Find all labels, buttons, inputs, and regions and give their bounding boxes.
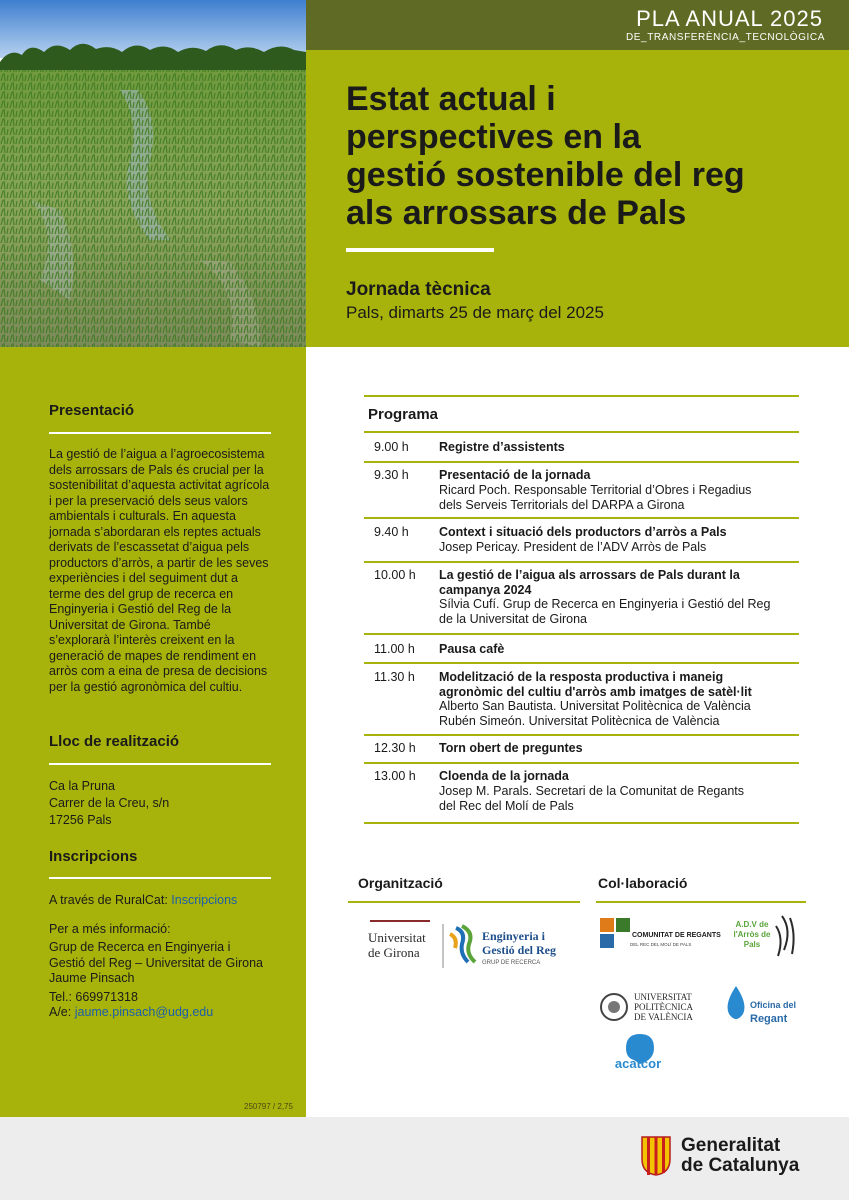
- generalitat-emblem-art: [640, 1133, 672, 1177]
- program-time: 9.30 h: [374, 468, 409, 482]
- egr-subtitle: GRUP DE RECERCA: [482, 960, 541, 966]
- program-title: Pausa cafè: [439, 642, 505, 656]
- udg-egr-logo-art: [348, 910, 580, 978]
- collaboracio-logos: [596, 910, 806, 1070]
- program-desc: Rubén Simeón. Universitat Politècnica de València: [439, 714, 720, 728]
- regants-subtitle: DEL REC DEL MOLÍ DE PALS: [630, 942, 692, 947]
- program-desc: de la Universitat de Girona: [439, 612, 587, 626]
- organitzacio-logos: [348, 910, 580, 978]
- address-line: Ca la Pruna: [49, 779, 116, 793]
- oficina-drop: [728, 986, 745, 1019]
- program-title: La gestió de l’aigua als arrossars de Pals durant la campanya 2024: [439, 568, 740, 597]
- generalitat-line: Generalitat: [681, 1135, 781, 1156]
- lloc-address: [49, 778, 273, 829]
- adv-name-line-3: Pals: [743, 940, 761, 949]
- inscripcions-line: [49, 893, 273, 909]
- programa-divider: [364, 762, 799, 764]
- contact-email-line: [49, 1005, 273, 1021]
- inscripcions-prefix: A través de RuralCat:: [49, 893, 172, 907]
- upv-name-line-3: DE VALÈNCIA: [634, 1012, 693, 1022]
- program-time: 11.30 h: [374, 670, 415, 684]
- program-time: 12.30 h: [374, 741, 416, 755]
- inscripcions-heading: Inscripcions: [49, 848, 138, 865]
- generalitat-line: de Catalunya: [681, 1155, 800, 1176]
- programa-divider: [364, 517, 799, 519]
- title-line: als arrossars de Pals: [346, 194, 687, 232]
- collaboracio-heading: Col·laboració: [598, 875, 688, 891]
- adv-name-line-1: A.D.V de: [735, 920, 769, 929]
- lloc-divider: [49, 763, 271, 765]
- program-desc: dels Serveis Territorials del DARPA a Girona: [439, 498, 685, 512]
- upv-name-line-1: UNIVERSITAT: [634, 992, 692, 1002]
- regants-name: COMUNITAT DE REGANTS: [632, 932, 721, 939]
- egr-wave-blue: [456, 928, 468, 962]
- presentacio-divider: [49, 432, 271, 434]
- inscripcions-divider: [49, 877, 271, 879]
- email-link[interactable]: jaume.pinsach@udg.edu: [74, 1005, 214, 1019]
- programa-heading: Programa: [368, 406, 439, 423]
- event-date: Pals, dimarts 25 de març del 2025: [346, 303, 604, 322]
- title-line: gestió sostenible del reg: [346, 156, 745, 194]
- udg-name-line-1: Universitat: [368, 930, 426, 945]
- udg-name-line-2: de Girona: [368, 945, 420, 960]
- info-contact: [49, 940, 273, 987]
- info-line: Grup de Recerca en Enginyeria i: [49, 940, 231, 954]
- program-time: 10.00 h: [374, 568, 416, 582]
- rice-field-image: [0, 0, 306, 347]
- lloc-heading: Lloc de realització: [49, 733, 180, 750]
- title-line: Estat actual i: [346, 80, 556, 118]
- regants-square-green: [616, 918, 630, 932]
- presentacio-text: La gestió de l’aigua a l’agroecosistema dels arrossars de Pals és crucial per la sostenibilitat d’aquesta activitat agrícola i per la preservació dels seus valors ambientals i culturals. En aquesta jornada s’abordaran els reptes actuals derivats de l’escassetat d’aigua pels productors d’arròs, a partir de les seves experiències i del seguiment dut a terme des del grup de recerca en Enginyeria i Gestió del Reg de la Universitat de Girona. També s’explorarà l’interès creixent en la generació de mapes de rendiment en arròs com a eina de presa de decisions per la gestió agronòmica del cultiu.: [49, 447, 270, 694]
- page-title: [346, 80, 826, 232]
- program-time: 11.00 h: [374, 642, 415, 656]
- organitzacio-heading: Organització: [358, 875, 443, 891]
- title-line: perspectives en la: [346, 118, 641, 156]
- program-time: 13.00 h: [374, 769, 416, 783]
- program-title: Registre d’assistents: [439, 440, 565, 454]
- upv-seal-center: [608, 1001, 620, 1013]
- organitzacio-divider: [348, 901, 580, 903]
- collaboracio-divider: [596, 901, 806, 903]
- document-code: 250797 / 2,75: [244, 1102, 293, 1111]
- adv-name-line-2: l'Arròs de: [733, 930, 771, 939]
- collaboracio-logo-art: [596, 910, 806, 1070]
- udg-accent-bar: [370, 920, 430, 922]
- info-line: Gestió del Reg – Universitat de Girona: [49, 955, 263, 970]
- address-line: 17256 Pals: [49, 813, 112, 827]
- acatcor-name: acatcor: [614, 1056, 662, 1070]
- upv-name-line-2: POLITÈCNICA: [634, 1002, 693, 1012]
- programa-divider: [364, 662, 799, 664]
- program-desc: Alberto San Bautista. Universitat Politècnica de València: [439, 699, 751, 713]
- info-heading: Per a més informació:: [49, 922, 171, 936]
- address-line: Carrer de la Creu, s/n: [49, 796, 170, 810]
- email-prefix: A/e:: [49, 1005, 75, 1019]
- contact-phone: Tel.: 669971318: [49, 990, 138, 1004]
- adv-rice-plant: [776, 916, 794, 956]
- programa-top-rule: [364, 395, 799, 397]
- program-title: Torn obert de preguntes: [439, 741, 583, 755]
- egr-name-line-1: Enginyeria i: [482, 929, 546, 943]
- inscripcions-link[interactable]: Inscripcions: [171, 893, 238, 907]
- program-title: Cloenda de la jornada: [439, 769, 569, 783]
- egr-wave-yellow: [450, 934, 456, 948]
- programa-divider: [364, 461, 799, 463]
- program-desc: Sílvia Cufí. Grup de Recerca en Enginyeria i Gestió del Reg: [439, 597, 771, 611]
- program-time: 9.40 h: [374, 525, 409, 539]
- presentacio-heading: Presentació: [49, 402, 135, 419]
- programa-divider: [364, 561, 799, 563]
- egr-name-line-2: Gestió del Reg: [482, 943, 556, 957]
- programa-divider: [364, 431, 799, 433]
- plan-anual-subtitle: DE_TRANSFERÈNCIA_TECNOLÒGICA: [625, 32, 825, 43]
- info-line: Jaume Pinsach: [49, 971, 135, 985]
- plan-anual-title: PLA ANUAL 2025: [636, 6, 823, 31]
- program-desc: del Rec del Molí de Pals: [439, 799, 574, 813]
- event-type: Jornada tècnica: [346, 279, 491, 300]
- generalitat-wordmark: [681, 1136, 799, 1176]
- oficina-name-line-1: Oficina del: [750, 1000, 797, 1010]
- title-divider: [346, 248, 494, 252]
- program-desc: Josep M. Parals. Secretari de la Comunitat de Regants: [439, 784, 745, 798]
- generalitat-emblem-icon: [640, 1133, 672, 1177]
- program-desc: Josep Pericay. President de l’ADV Arròs de Pals: [439, 540, 707, 554]
- program-title: Modelització de la resposta productiva i maneig agronòmic del cultiu d'arròs amb imatges de satèl·lit: [439, 670, 752, 699]
- programa-divider: [364, 734, 799, 736]
- regants-square-blue: [600, 934, 614, 948]
- oficina-name-line-2: Regant: [750, 1013, 788, 1025]
- program-desc: Ricard Poch. Responsable Territorial d’Obres i Regadius: [439, 483, 752, 497]
- program-time: 9.00 h: [374, 440, 409, 454]
- rice-field-photo: [0, 0, 306, 347]
- programa-bottom-rule: [364, 822, 799, 824]
- programa-divider: [364, 633, 799, 635]
- regants-square-orange: [600, 918, 614, 932]
- program-title: Context i situació dels productors d’arròs a Pals: [439, 525, 727, 539]
- program-title: Presentació de la jornada: [439, 468, 591, 482]
